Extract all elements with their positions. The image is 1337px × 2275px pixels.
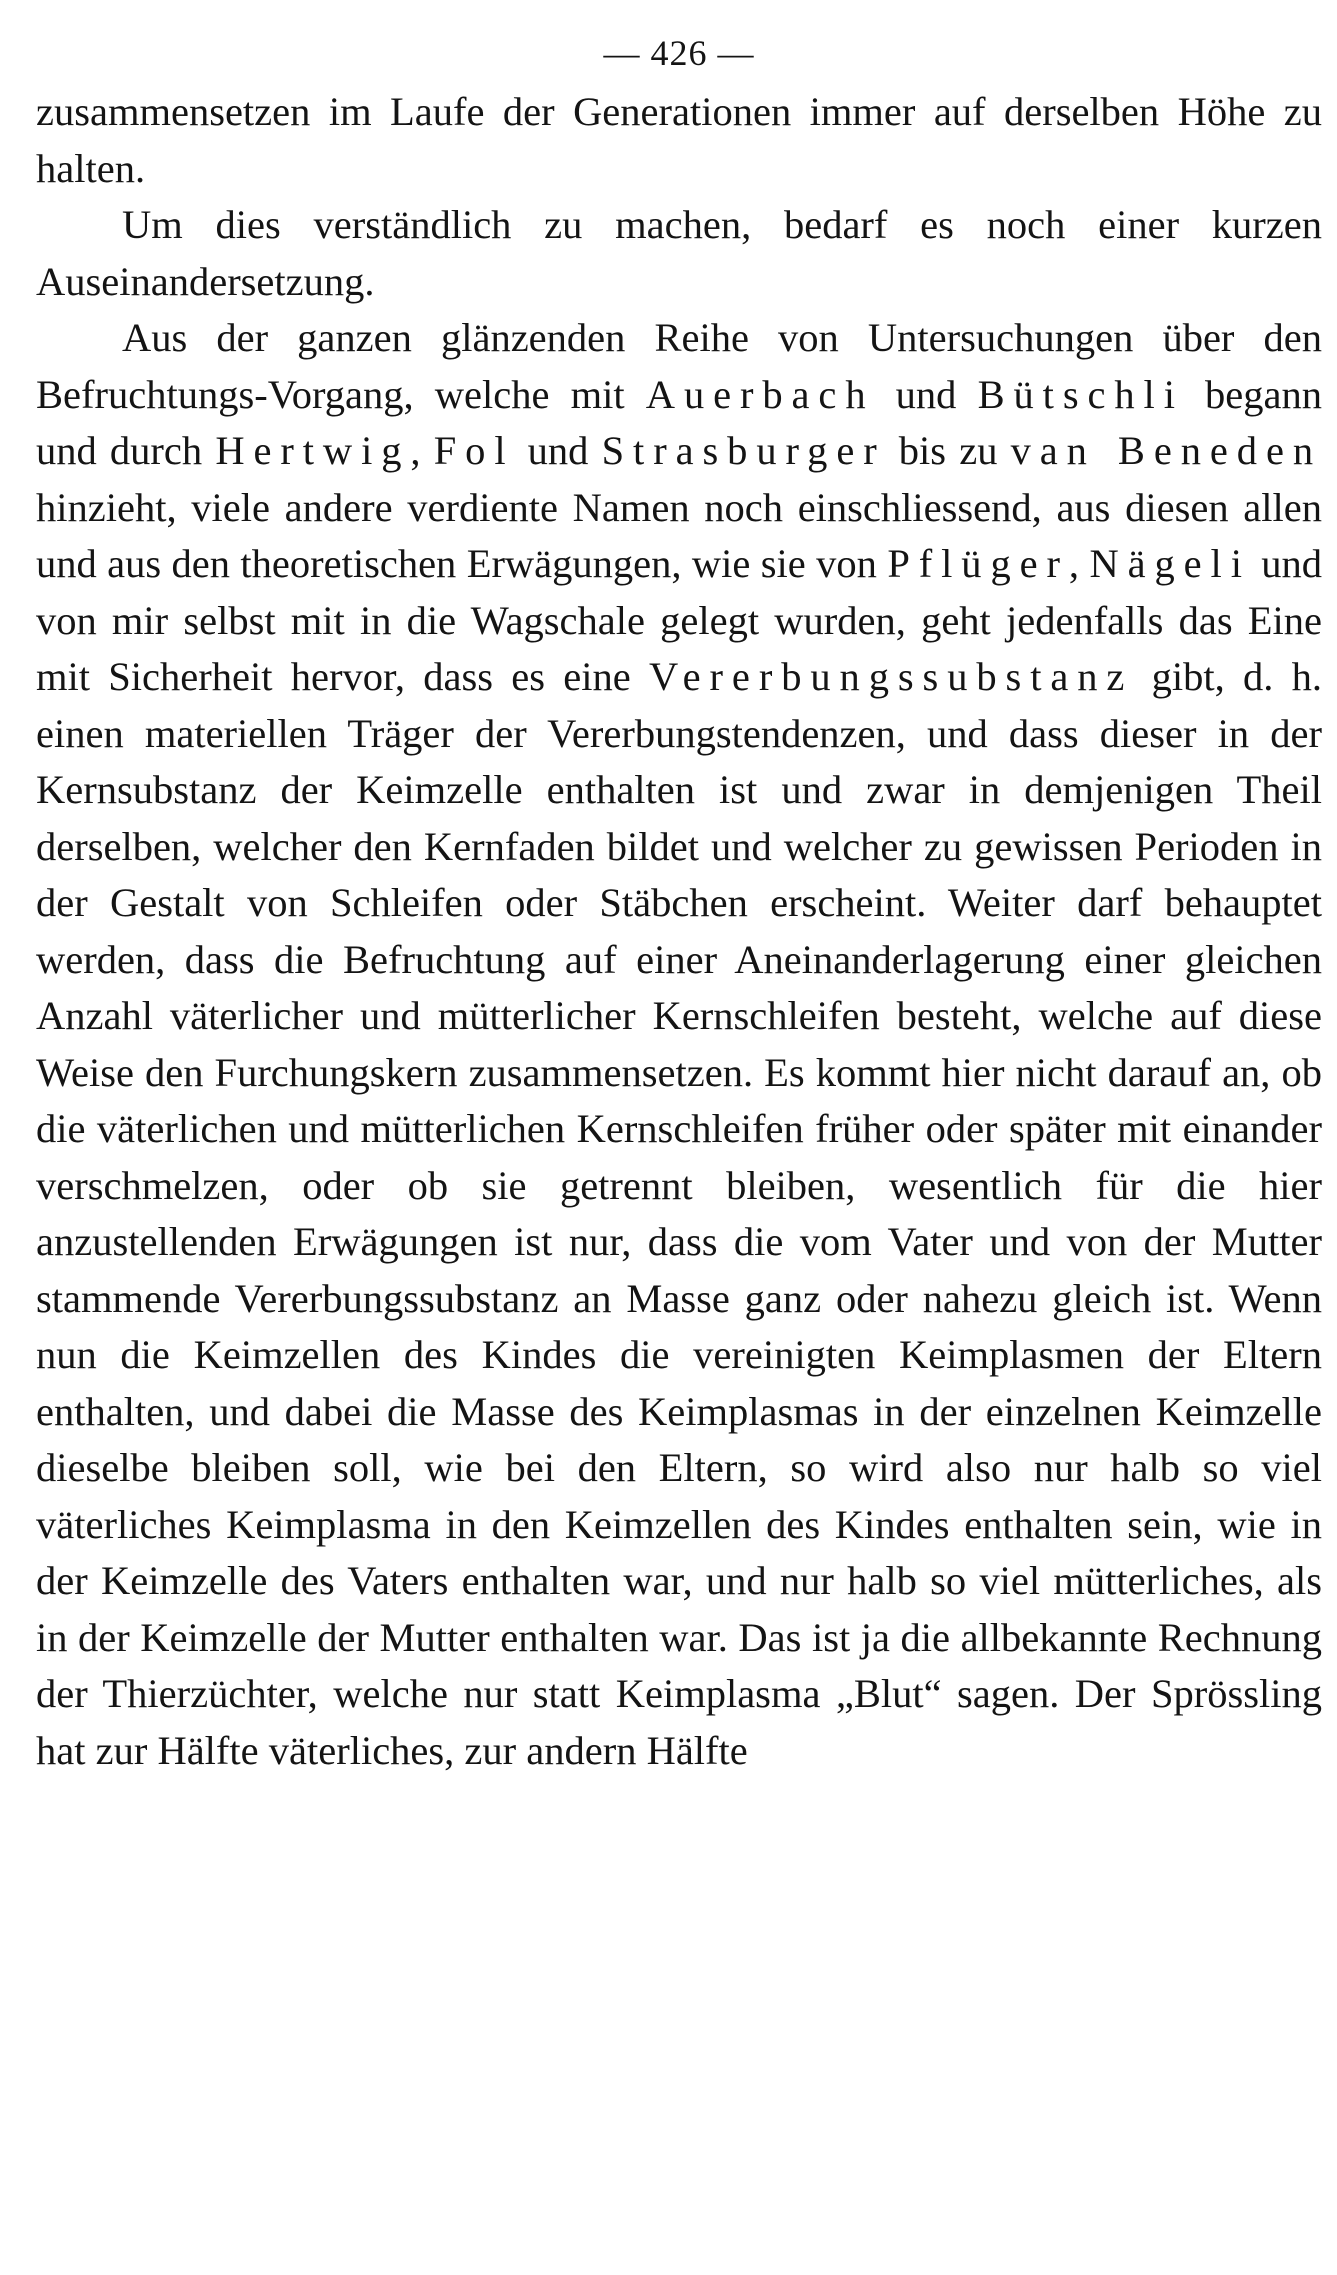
text-run: , (1068, 541, 1090, 586)
term-vererbungssubstanz: Vererbungssubstanz (648, 654, 1134, 699)
paragraph-2: Um dies verständlich zu machen, bedarf es noch einer kurzen Auseinandersetzung. (36, 202, 1322, 304)
text-run: und (874, 371, 978, 417)
author-name-auerbach: Auerbach (645, 371, 875, 417)
page-number: — 426 — (603, 33, 755, 73)
paragraph-1: zusammensetzen im Laufe der Generationen immer auf derselben Höhe zu halten. (36, 89, 1322, 191)
author-name-pflueger: Pflüger (887, 541, 1069, 586)
text-run: begann und durch (36, 371, 1322, 473)
author-name-naegeli: Nägeli (1089, 541, 1251, 586)
text-run: hinzieht, viele andere verdiente Namen noch einschliessend, aus diesen allen und aus den theoretischen Erwägungen, wie sie von (36, 484, 1322, 586)
text-run: und (514, 428, 602, 473)
paragraph-3 (36, 310, 1322, 1779)
text-run: gibt, d. h. einen materiellen Träger der Vererbungstendenzen, und dass dieser in der Kernsubstanz der Keimzelle enthalten ist und zwar in demjenigen Theil derselben, welcher den Kernfaden bildet und welcher zu gewissen Perioden in der Gestalt von Schleifen oder Stäbchen erscheint. Weiter darf behauptet werden, dass die Befruchtung auf einer Aneinanderlagerung einer gleichen Anzahl väterlicher und mütterlicher Kernschleifen besteht, welche auf diese Weise den Furchungskern zusammensetzen. Es kommt hier nicht darauf an, ob die väterlichen und mütterlichen Kernschleifen früher oder später mit einander verschmelzen, oder ob sie getrennt bleiben, wesentlich für die hier anzustellenden Erwägungen ist nur, dass die vom Vater und von der Mutter stammende Vererbungssubstanz an Masse ganz oder nahezu gleich ist. Wenn nun die Keimzellen des Kindes die vereinigten Keimplasmen der Eltern enthalten, und dabei die Masse des Keimplasmas in der einzelnen Keimzelle dieselbe bleiben soll, wie bei den Eltern, so wird also nur halb so viel väterliches Keimplasma in den Keimzellen des Kindes enthalten sein, wie in der Keimzelle des Vaters enthalten war, und nur halb so viel mütterliches, als in der Keimzelle der Mutter enthalten war. Das ist ja die allbekannte Rechnung der Thierzüchter, welche nur statt Keimplasma „Blut“ sagen. Der Sprössling hat zur Hälfte väterliches, zur andern Hälfte (36, 654, 1322, 1773)
book-page (36, 28, 1322, 2258)
author-name-hertwig: Hertwig (215, 428, 411, 473)
page-body (36, 84, 1322, 1779)
text-run: und von mir selbst mit in die Wagschale gelegt wurden, geht jedenfalls das Eine mit Sicherheit hervor, dass es eine (36, 541, 1323, 699)
text-run: , (410, 428, 434, 473)
author-name-fol: Fol (433, 428, 515, 473)
text-run: bis zu (885, 428, 1011, 473)
author-name-strasburger: Strasburger (601, 428, 886, 473)
author-name-buetschli: Bütschli (977, 371, 1184, 417)
author-name-van-beneden: van Beneden (1010, 428, 1322, 473)
text-run: Aus der ganzen glänzenden Reihe von Untersuchungen über den Befruchtungs-Vorgang, welche mit (36, 315, 1322, 417)
